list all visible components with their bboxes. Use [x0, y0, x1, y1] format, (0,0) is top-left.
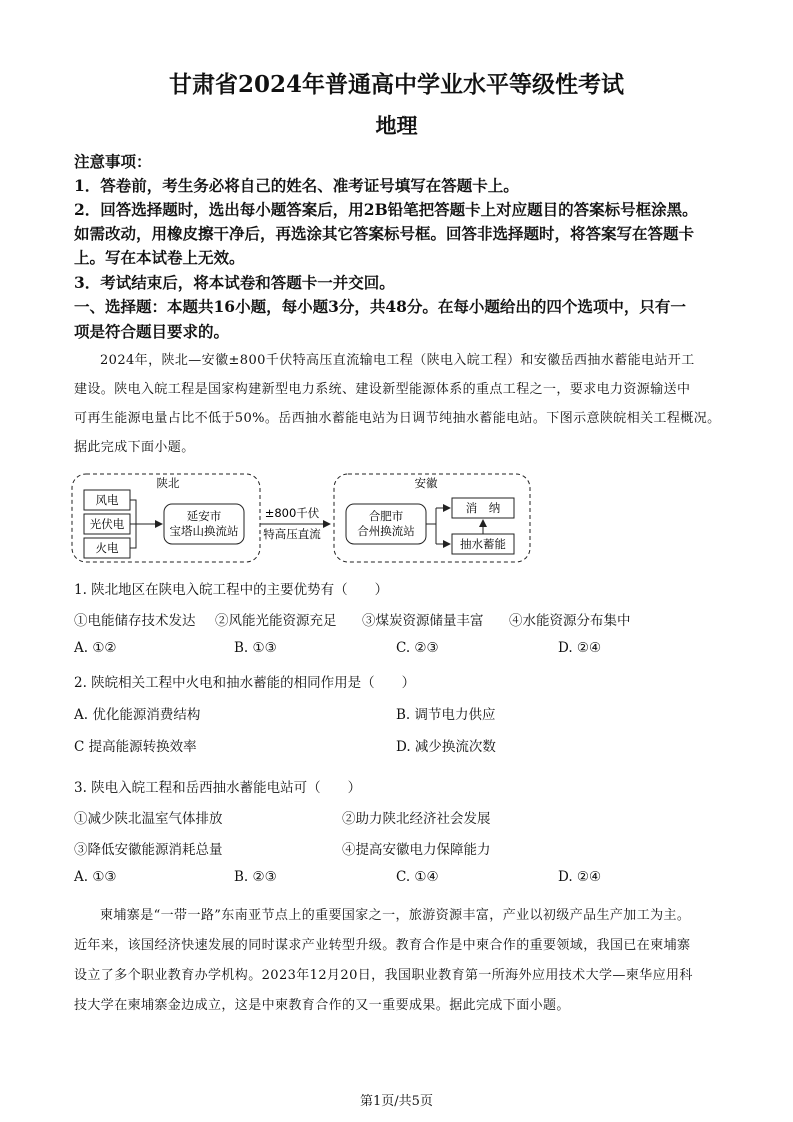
source-solar: 光伏电	[89, 517, 125, 531]
question-3-stem: 3. 陕电入皖工程和岳西抽水蓄能电站可（ ）	[74, 780, 362, 796]
question-1-item: ②风能光能资源充足	[215, 613, 337, 629]
subject-title: 地理	[375, 113, 418, 138]
passage1-line: 建设。陕电入皖工程是国家构建新型电力系统、建设新型能源体系的重点工程之一，要求电力资源输送中	[74, 382, 691, 397]
question-3-item: ②助力陕北经济社会发展	[342, 811, 491, 827]
section-heading: 一、选择题：本题共16小题，每小题3分，共48分。在每小题给出的四个选项中，只有一	[74, 297, 686, 316]
question-1-item: ①电能储存技术发达	[74, 613, 196, 629]
notice-item: 如需改动，用橡皮擦干净后，再选涂其它答案标号框。回答非选择题时，将答案写在答题卡	[74, 224, 695, 243]
question-2-stem: 2. 陕皖相关工程中火电和抽水蓄能的相同作用是（ ）	[74, 675, 416, 691]
question-1-item: ④水能资源分布集中	[509, 613, 631, 629]
question-3-item: ①减少陕北温室气体排放	[74, 811, 223, 827]
question-1-option: B. ①③	[234, 640, 277, 656]
question-1-option: D. ②④	[558, 640, 602, 656]
storage-label: 抽水蓄能	[460, 537, 506, 551]
passage2-line: 近年来，该国经济快速发展的同时谋求产业转型升级。教育合作是中柬合作的重要领域，我国已在柬埔寨	[74, 938, 691, 953]
hefei-city: 合肥市	[368, 509, 404, 523]
link-voltage: ±800千伏	[264, 506, 320, 520]
question-2-option: D. 减少换流次数	[396, 739, 496, 755]
page-footer: 第1页/共5页	[360, 1094, 433, 1109]
question-2-option: B. 调节电力供应	[396, 707, 496, 723]
hefei-station: 合州换流站	[357, 524, 415, 538]
question-3-option: C. ①④	[396, 869, 439, 885]
question-3-option: A. ①③	[74, 869, 117, 885]
yanan-city: 延安市	[186, 509, 222, 523]
notice-item: 3．考试结束后，将本试卷和答题卡一并交回。	[74, 273, 395, 292]
question-3-option: B. ②③	[234, 869, 277, 885]
anhui-label: 安徽	[414, 476, 438, 490]
section-heading-cont: 项是符合题目要求的。	[74, 322, 230, 341]
question-1-option: C. ②③	[396, 640, 439, 656]
passage1-line: 据此完成下面小题。	[74, 440, 195, 455]
notice-item: 1．答卷前，考生务必将自己的姓名、准考证号填写在答题卡上。	[74, 176, 519, 195]
exam-title: 甘肃省2024年普通高中学业水平等级性考试	[168, 71, 624, 98]
yanan-station: 宝塔山换流站	[169, 524, 239, 538]
question-1-stem: 1. 陕北地区在陕电入皖工程中的主要优势有（ ）	[74, 582, 389, 598]
passage2-line: 设立了多个职业教育办学机构。2023年12月20日，我国职业教育第一所海外应用技术大学—柬华应用科	[74, 968, 693, 983]
consume-label: 消 纳	[465, 501, 501, 515]
question-1-item: ③煤炭资源储量丰富	[362, 613, 484, 629]
passage2-line: 技大学在柬埔寨金边成立，这是中柬教育合作的又一重要成果。据此完成下面小题。	[74, 998, 570, 1013]
notice-item: 2．回答选择题时，选出每小题答案后，用2B铅笔把答题卡上对应题目的答案标号框涂黑。	[74, 200, 698, 219]
link-type: 特高压直流	[263, 527, 321, 541]
source-wind: 风电	[95, 493, 119, 507]
power-flow-diagram	[70, 468, 540, 568]
question-2-option: A. 优化能源消费结构	[74, 707, 201, 723]
question-2-option: C 提高能源转换效率	[74, 739, 197, 755]
passage1-line: 可再生能源电量占比不低于50%。岳西抽水蓄能电站为日调节纯抽水蓄能电站。下图示意陕皖相关工程概况。	[74, 411, 721, 426]
question-3-item: ④提高安徽电力保障能力	[342, 842, 491, 858]
passage1-line: 2024年，陕北—安徽±800千伏特高压直流输电工程（陕电入皖工程）和安徽岳西抽水蓄能电站开工	[100, 353, 695, 368]
shaanbei-label: 陕北	[156, 476, 180, 490]
question-3-option: D. ②④	[558, 869, 602, 885]
notice-item: 上。写在本试卷上无效。	[74, 248, 245, 267]
source-thermal: 火电	[95, 541, 119, 555]
question-3-item: ③降低安徽能源消耗总量	[74, 842, 223, 858]
question-1-option: A. ①②	[74, 640, 117, 656]
notice-heading: 注意事项：	[74, 152, 152, 171]
passage2-line: 柬埔寨是“一带一路”东南亚节点上的重要国家之一，旅游资源丰富，产业以初级产品生产加工为主。	[100, 908, 691, 923]
